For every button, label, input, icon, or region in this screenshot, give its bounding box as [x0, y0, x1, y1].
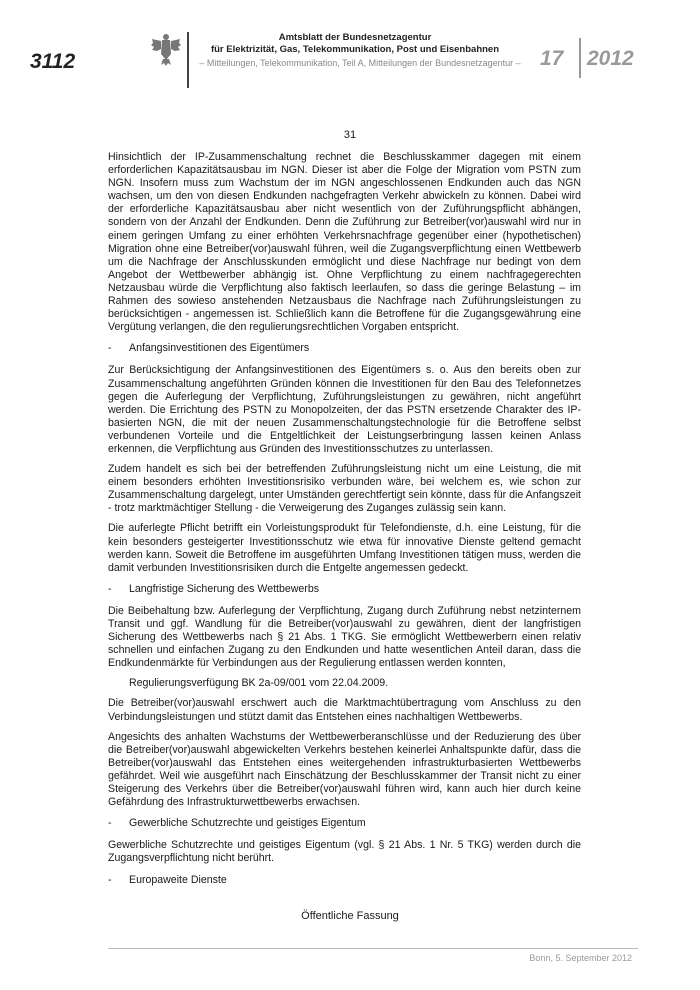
dash-heading — [108, 342, 581, 355]
paragraph: Hinsichtlich der IP-Zusammenschaltung rechnet die Beschlusskammer dagegen mit einem erforderlichen Kapazitätsausbau im NGN. Dieser ist aber die Folge der Migration vom PSTN zum NGN. Insofern muss zum Wachstum der im NGN angeschlossenen Endkunden auch das NGN wachsen, um den von diesen Endkunden nachgefragten Verkehr abwickeln zu können. Dabei wird der erforderliche Kapazitätsausbau aber nicht wesentlich von der Zuführungspflicht abhängen, sondern von der Anzahl der Endkunden. Denn die Zuführung zur Betreiber(vor)auswahl wird nur in einem geringen Umfang zu einer erhöhten Verkehrsnachfrage gegenüber einer (hypothetischen) Migration ohne eine Betreiber(vor)auswahl führen, weil die Zugangsverpflichtung einen Wettbewerb um die Nachfrage der Anschlusskunden ermöglicht und diese Nachfrage nur bedingt von dem Angebot der Wettbewerber abhängig ist. Ohne Verpflichtung zu einem nachfragegerechten Netzausbau würde die Verpflichtung also faktisch leerlaufen, so dass die geringe Belastung – im Rahmen des sowieso anstehenden Netzausbaus die Nachfrage nach Zuführungsleistungen zu berücksichtigen - angemessen ist. Schließlich kann die Betroffene für die Zugangsgewährung eine Vergütung verlangen, die den regulierungsrechtlichen Vorgaben entspricht. — [108, 151, 581, 334]
public-version-label: Öffentliche Fassung — [301, 910, 399, 922]
footer-rule — [108, 948, 638, 949]
dash-marker: - — [108, 342, 112, 355]
paragraph: Die Beibehaltung bzw. Auferlegung der Verpflichtung, Zugang durch Zuführung nebst netzinternem Transit und ggf. Wandlung für die Betreiber(vor)auswahl zu gewähren, dient der langfristigen Sicherung des Wettbewerbs nach § 21 Abs. 1 TKG. Sie ermöglicht Wettbewerbern einen relativ schnellen und einfachen Zugang zu den Endkunden und hatte wesentlichen Anteil daran, dass die Endkundenmärkte für Verbindungen aus der Regulierung entlassen werden konnten, — [108, 604, 581, 670]
federal-eagle-icon — [151, 32, 181, 66]
dash-heading-text: Europaweite Dienste — [129, 873, 227, 886]
dash-heading-text: Langfristige Sicherung des Wettbewerbs — [129, 582, 320, 595]
paragraph: Die Betreiber(vor)auswahl erschwert auch die Marktmachtübertragung vom Anschluss zu den Verbindungsleistungen und stützt damit das Entstehen eines nachhaltigen Wettbewerbs. — [108, 697, 581, 723]
title-line-1: Amtsblatt der Bundesnetzagentur — [278, 32, 432, 43]
paragraph: Zudem handelt es sich bei der betreffenden Zuführungsleistung nicht um eine Leistung, die mit einem besonders erhöhten Investitionsrisiko verbunden wäre, bei welchem es, wie schon zur Zusammenschaltung dargelegt, unter Umständen gerechtfertigt sein könnte, dass für die Anfangszeit - trotz marktmächtiger Stellung - die Verweigerung des Zuganges zulässig sein kann. — [108, 463, 581, 515]
paragraph: Gewerbliche Schutzrechte und geistiges Eigentum (vgl. § 21 Abs. 1 Nr. 5 TKG) werden durch die Zugangsverpflichtung nicht berührt. — [108, 839, 581, 865]
paragraph: Zur Berücksichtigung der Anfangsinvestitionen des Eigentümers s. o. Aus den bereits oben zur Zusammenschaltung angeführten Gründen können die Investitionen für den Bau des Telefonnetzes gegen die Auferlegung der Verpflichtung, Zuführungsleistungen zu gewähren, nicht angeführt werden. Die Errichtung des PSTN zu Monopolzeiten, der das PSTN ersetzende Charakter des IP-basierten NGN, die mit der neuen Zusammenschaltungstechnologie für die Betroffene selbst verbundenen Vorteile und die Entgeltlichkeit der Leistungserbringung lassen keinen Anlass erkennen, die Verpflichtung aus Gründen des Investitionsschutzes zu unterlassen. — [108, 364, 581, 455]
citation: Regulierungsverfügung BK 2a-09/001 vom 22.04.2009. — [129, 677, 389, 690]
dash-marker: - — [108, 582, 112, 595]
issue-year: 2012 — [587, 47, 634, 70]
dash-heading — [108, 874, 581, 887]
dash-heading-text: Anfangsinvestitionen des Eigentümers — [129, 342, 310, 355]
publication-title — [195, 32, 515, 56]
publication-date: Bonn, 5. September 2012 — [529, 953, 632, 963]
document-body — [108, 151, 581, 896]
dash-marker: - — [108, 873, 112, 886]
header-divider — [187, 32, 189, 88]
dash-heading-text: Gewerbliche Schutzrechte und geistiges Eigentum — [129, 817, 366, 830]
page-number: 3112 — [30, 50, 76, 73]
dash-heading — [108, 583, 581, 596]
issue-divider — [579, 38, 581, 78]
publication-subtitle: – Mitteilungen, Telekommunikation, Teil A, Mitteilungen der Bundesnetzagentur – — [199, 58, 521, 68]
title-line-2: für Elektrizität, Gas, Telekommunikation, Post und Eisenbahnen — [210, 44, 500, 55]
dash-marker: - — [108, 817, 112, 830]
document-page-number: 31 — [343, 129, 357, 141]
issue-number: 17 — [540, 47, 564, 70]
dash-heading — [108, 817, 581, 830]
paragraph: Die auferlegte Pflicht betrifft ein Vorleistungsprodukt für Telefondienste, d.h. eine Leistung, für die kein besonders gesteigerter Investitionsschutz wie etwa für innovative Dienste geltend gemacht werden kann. Soweit die Betroffene im ausgeführten Umfang Investitionen tätigen muss, werden die damit verbunden Investitionsrisiken durch die Entgelte angemessen gedeckt. — [108, 522, 581, 574]
paragraph: Angesichts des anhalten Wachstums der Wettbewerberanschlüsse und der Reduzierung des über die Betreiber(vor)auswahl abgewickelten Verkehrs bestehen keinerlei Anhaltspunkte dafür, dass die Betreiber(vor)auswahl das Entstehen eines weitergehenden infrastrukturbasierten Wettbewerbs gefährdet. Weil wie ausgeführt nach Einschätzung der Beschlusskammer der Transit nicht zu einer Steigerung des Verkehrs über die Betreiber(vor)auswahl führen wird, kann auch hier durch keine Gefährdung des Infrastrukturwettbewerbs erwachsen. — [108, 730, 581, 809]
